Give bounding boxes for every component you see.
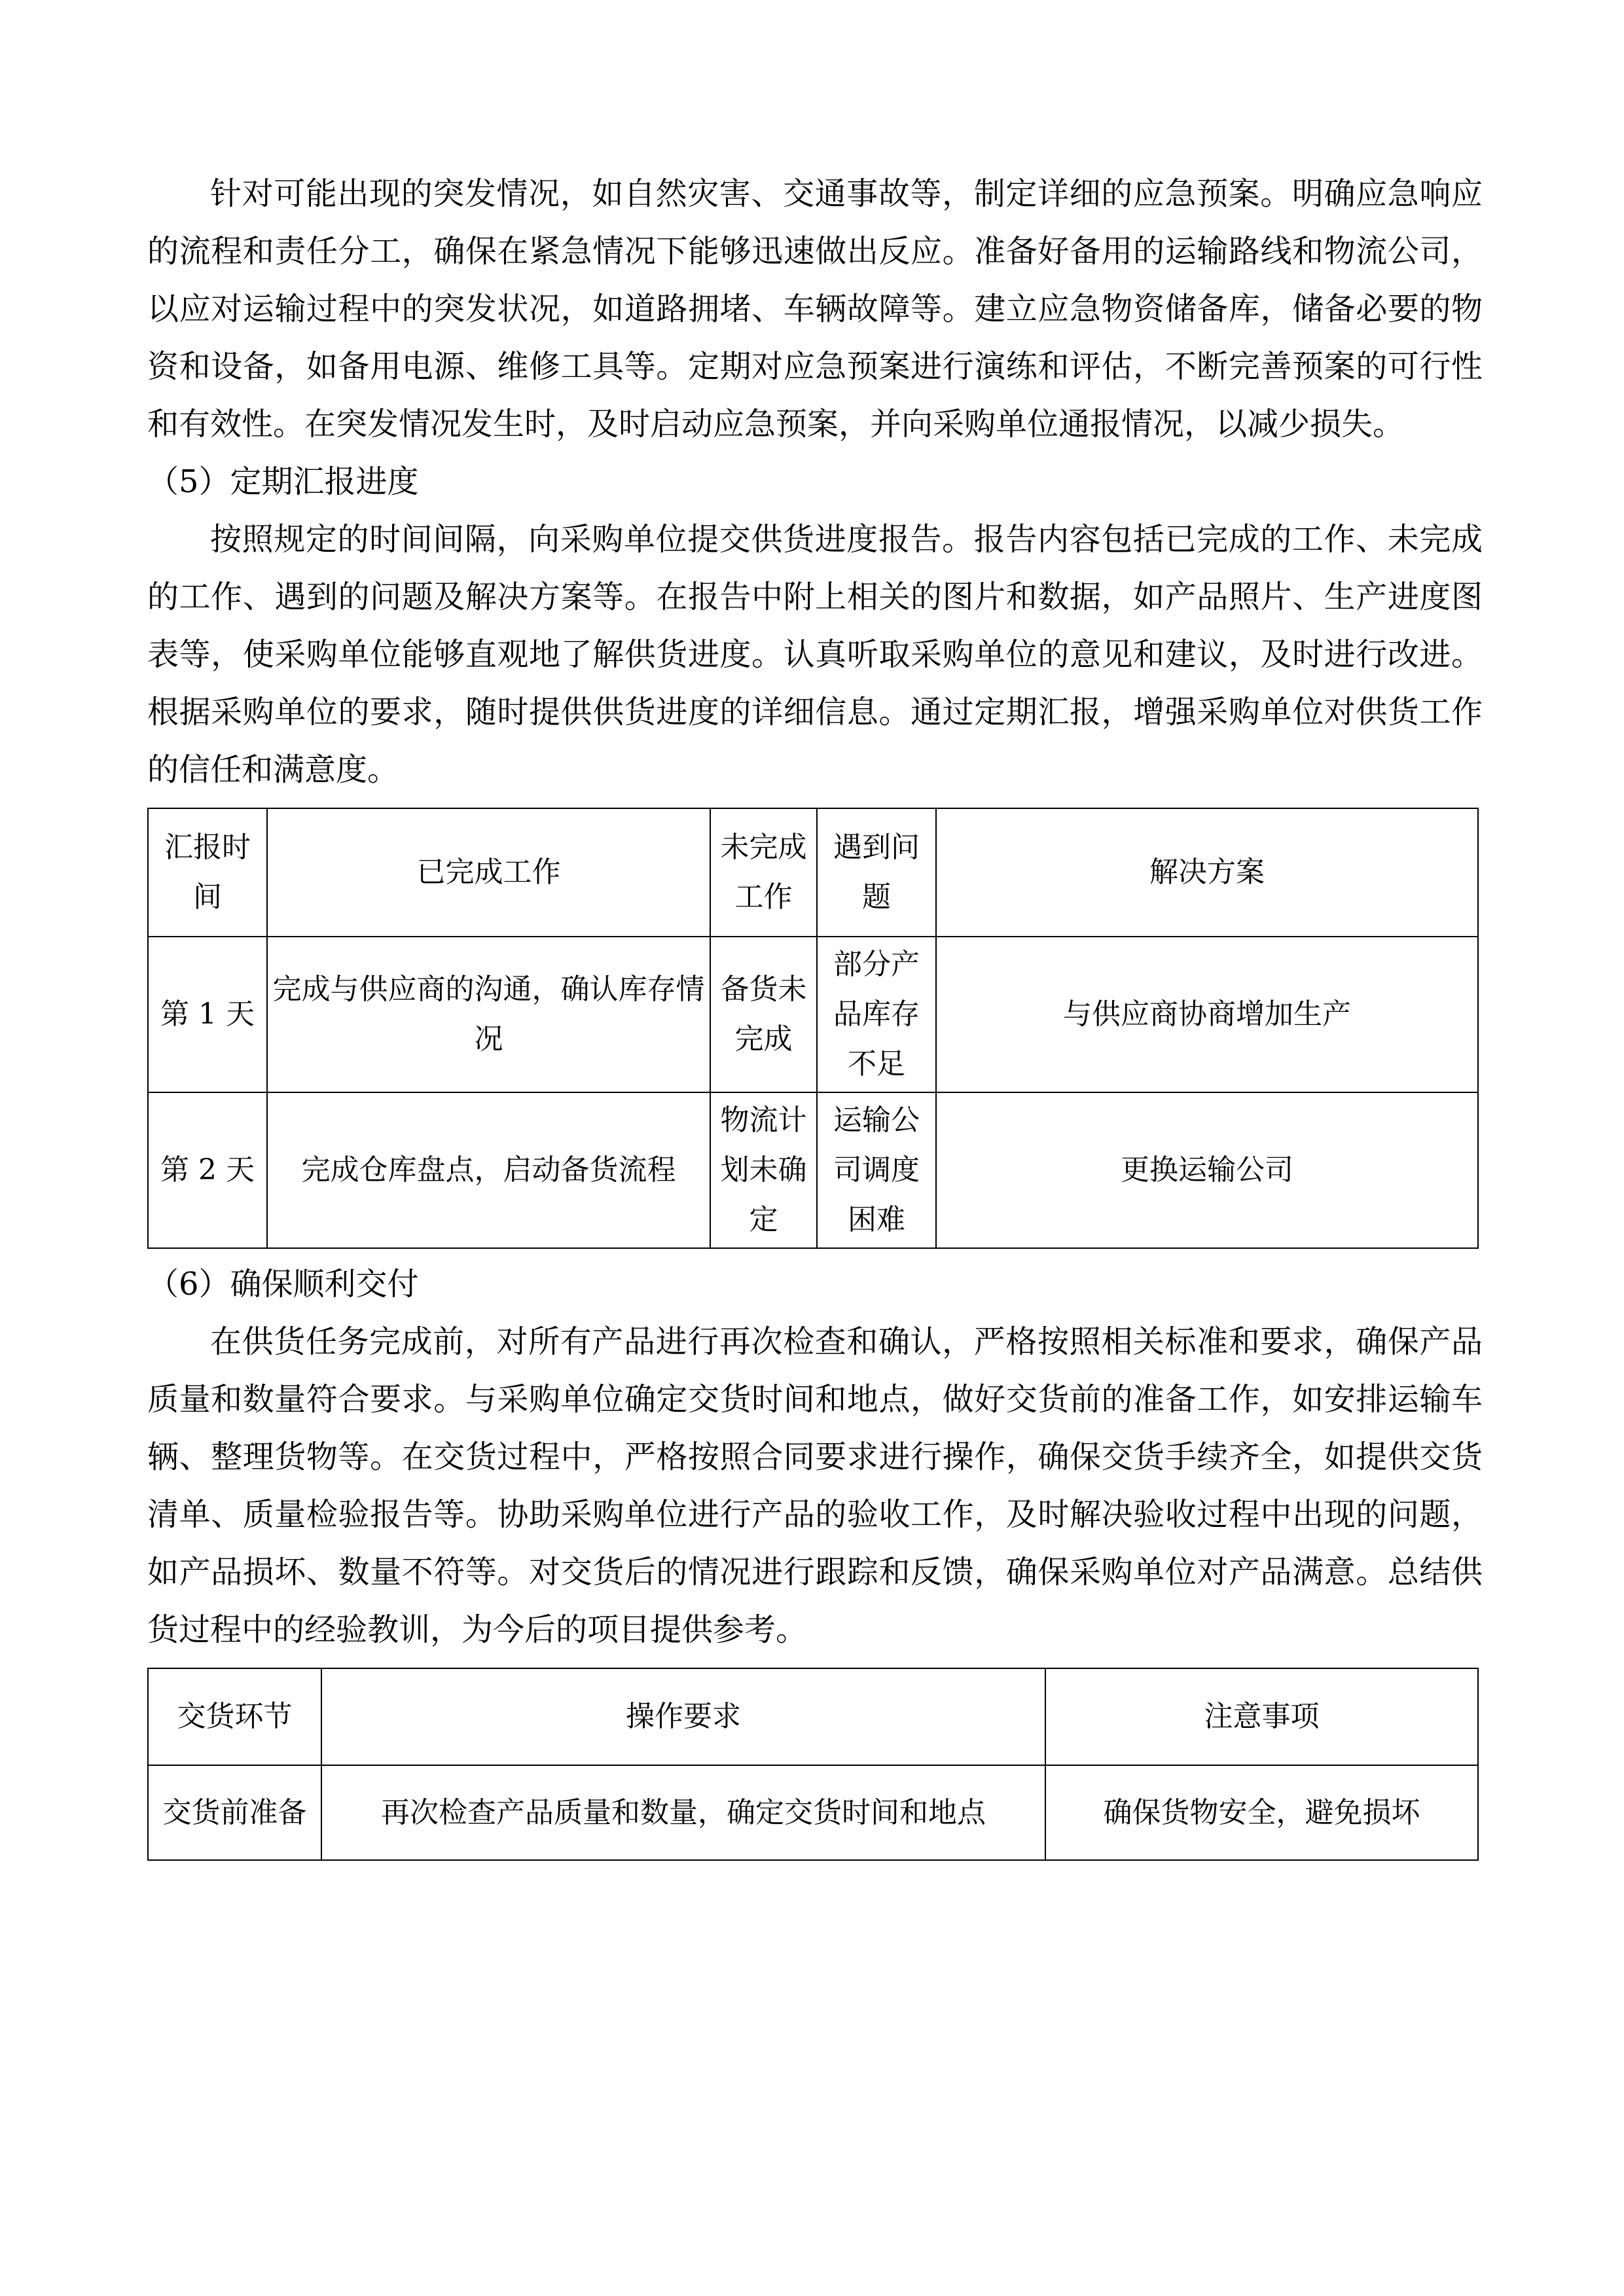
table-header-row (148, 808, 1478, 937)
table-row (148, 937, 1478, 1092)
table2-cell: 确保货物安全，避免损坏 (1045, 1765, 1478, 1860)
table1-cell: 更换运输公司 (936, 1092, 1478, 1248)
delivery-table (147, 1668, 1479, 1861)
table-row (148, 1092, 1478, 1248)
paragraph-delivery: 在供货任务完成前，对所有产品进行再次检查和确认，严格按照相关标准和要求，确保产品质量和数量符合要求。与采购单位确定交货时间和地点，做好交货前的准备工作，如安排运输车辆、整理货物等。在交货过程中，严格按照合同要求进行操作，确保交货手续齐全，如提供交货清单、质量检验报告等。协助采购单位进行产品的验收工作，及时解决验收过程中出现的问题，如产品损坏、数量不符等。对交货后的情况进行跟踪和反馈，确保采购单位对产品满意。总结供货过程中的经验教训，为今后的项目提供参考。 (147, 1323, 1483, 1648)
table2-header-cell: 操作要求 (321, 1668, 1045, 1765)
table2-header-cell: 交货环节 (148, 1668, 321, 1765)
table1-cell: 第 1 天 (148, 937, 267, 1092)
table1-cell: 完成与供应商的沟通，确认库存情况 (267, 937, 710, 1092)
paragraph-emergency-plan: 针对可能出现的突发情况，如自然灾害、交通事故等，制定详细的应急预案。明确应急响应的流程和责任分工，确保在紧急情况下能够迅速做出反应。准备好备用的运输路线和物流公司，以应对运输过程中的突发状况，如道路拥堵、车辆故障等。建立应急物资储备库，储备必要的物资和设备，如备用电源、维修工具等。定期对应急预案进行演练和评估，不断完善预案的可行性和有效性。在突发情况发生时，及时启动应急预案，并向采购单位通报情况，以减少损失。 (147, 175, 1483, 442)
table-header-row (148, 1668, 1478, 1765)
table1-cell: 完成仓库盘点，启动备货流程 (267, 1092, 710, 1248)
progress-report-table (147, 808, 1479, 1249)
section-heading-5: （5）定期汇报进度 (147, 463, 419, 500)
paragraph-progress-report: 按照规定的时间间隔，向采购单位提交供货进度报告。报告内容包括已完成的工作、未完成的工作、遇到的问题及解决方案等。在报告中附上相关的图片和数据，如产品照片、生产进度图表等，使采购单位能够直观地了解供货进度。认真听取采购单位的意见和建议，及时进行改进。根据采购单位的要求，随时提供供货进度的详细信息。通过定期汇报，增强采购单位对供货工作的信任和满意度。 (147, 521, 1483, 788)
table1-header-cell: 遇到问题 (817, 808, 936, 937)
table1-cell: 物流计划未确定 (710, 1092, 817, 1248)
table1-cell: 部分产品库存不足 (817, 937, 936, 1092)
table1-cell: 第 2 天 (148, 1092, 267, 1248)
table1-header-cell: 已完成工作 (267, 808, 710, 937)
table1-cell: 运输公司调度困难 (817, 1092, 936, 1248)
table2-cell: 再次检查产品质量和数量，确定交货时间和地点 (321, 1765, 1045, 1860)
table1-cell: 与供应商协商增加生产 (936, 937, 1478, 1092)
table1-cell: 备货未完成 (710, 937, 817, 1092)
table1-header-cell: 汇报时间 (148, 808, 267, 937)
document-body (147, 165, 1483, 1867)
table2-header-cell: 注意事项 (1045, 1668, 1478, 1765)
table2-cell: 交货前准备 (148, 1765, 321, 1860)
section-heading-6: （6）确保顺利交付 (147, 1266, 419, 1302)
table1-header-cell: 解决方案 (936, 808, 1478, 937)
table1-header-cell: 未完成工作 (710, 808, 817, 937)
table-row (148, 1765, 1478, 1860)
